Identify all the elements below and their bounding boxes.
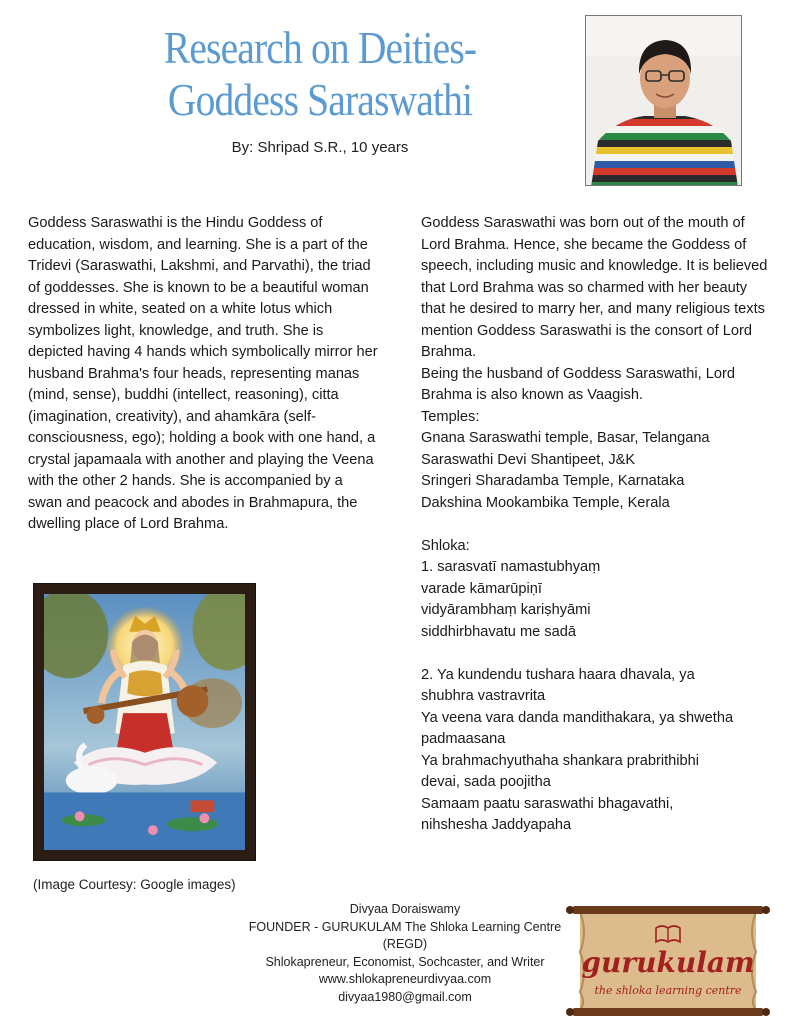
logo-wordmark: gurukulam (581, 946, 755, 979)
shloka-line: vidyārambhaṃ kariṣhyāmi (421, 602, 591, 618)
temple-item: Gnana Saraswathi temple, Basar, Telangana (421, 430, 710, 446)
temple-item: Dakshina Mookambika Temple, Kerala (421, 494, 670, 511)
shloka-line: Samaam paatu saraswathi bhagavathi, (421, 795, 674, 812)
origin-paragraph: Goddess Saraswathi was born out of the mouth of Lord Brahma. Hence, she became the Goddess of speech, including music and knowledge. It is believed that Lord Brahma was so charmed with her beauty that he desired to marry her, and many religious texts mention Goddess Saraswathi is the consort of Lord Brahma. (421, 215, 768, 360)
intro-paragraph: Goddess Saraswathi is the Hindu Goddess of education, wisdom, and learning. She is a part of the Tridevi (Saraswathi, Lakshmi, and Parvathi), the triad of goddesses. She is known to be a beautiful woman dressed in white, seated on a white lotus which symbolizes light, knowledge, and truth. She is depicted having 4 hands which symbolically mirror her husband Brahma's four heads, representing manas (mind, sense), buddhi (intellect, reasoning), citta (imagination, creativity), and ahamkāra (self-consciousness, ego); holding a book with one hand, a crystal japamaala with another and playing the Veena with the other 2 hands. She is accompanied by a swan and peacock and abodes in Brahmapura, the dwelling place of Lord Brahma. (28, 215, 378, 532)
temple-item: Saraswathi Devi Shantipeet, J&K (421, 451, 636, 468)
shloka-line: siddhirbhavatu me sadā (421, 623, 576, 640)
shloka-heading: Shloka: (421, 537, 470, 554)
footer-website: www.shlokapreneurdivyaa.com (318, 972, 492, 987)
shloka-line: shubhra vastravrita (421, 688, 546, 704)
footer-name: Divyaa Doraiswamy (349, 902, 461, 916)
author-byline: By: Shripad S.R., 10 years (231, 139, 409, 156)
page-title: Research on Deities- Goddess Saraswathi (163, 22, 477, 125)
shloka-line: 2. Ya kundendu tushara haara dhavala, ya (421, 666, 695, 683)
author-photo (585, 15, 742, 186)
footer-role: FOUNDER - GURUKULAM The Shloka Learning Centre (REGD) (248, 919, 562, 952)
vaagish-paragraph: Being the husband of Goddess Saraswathi, Lord Brahma is also known as Vaagish. (421, 365, 735, 403)
shloka-line: nihshesha Jaddyapaha (421, 817, 572, 833)
temple-item: Sringeri Sharadamba Temple, Karnataka (421, 473, 685, 489)
left-column (28, 213, 378, 536)
shloka-line: Ya brahmachyuthaha shankara prabrithibhi (421, 752, 699, 769)
saraswathi-painting (33, 583, 256, 861)
logo-tagline: the shloka learning centre (594, 984, 742, 997)
gurukulam-logo (566, 902, 770, 1020)
shloka-line: 1. sarasvatī namastubhyaṃ (421, 559, 601, 575)
footer (245, 901, 565, 1007)
shloka-line: Ya veena vara danda mandithakara, ya shwetha (421, 709, 734, 726)
shloka-line: varade kāmarūpiṇī (421, 580, 542, 597)
image-courtesy: (Image Courtesy: Google images) (33, 877, 236, 892)
shloka-line: padmaasana (421, 731, 506, 747)
right-column (421, 213, 771, 837)
temples-heading: Temples: (421, 408, 480, 425)
footer-titles: Shlokapreneur, Economist, Sochcaster, and Writer (265, 954, 545, 969)
shloka-line: devai, sada poojitha (421, 774, 551, 790)
footer-email: divyaa1980@gmail.com (338, 989, 472, 1004)
